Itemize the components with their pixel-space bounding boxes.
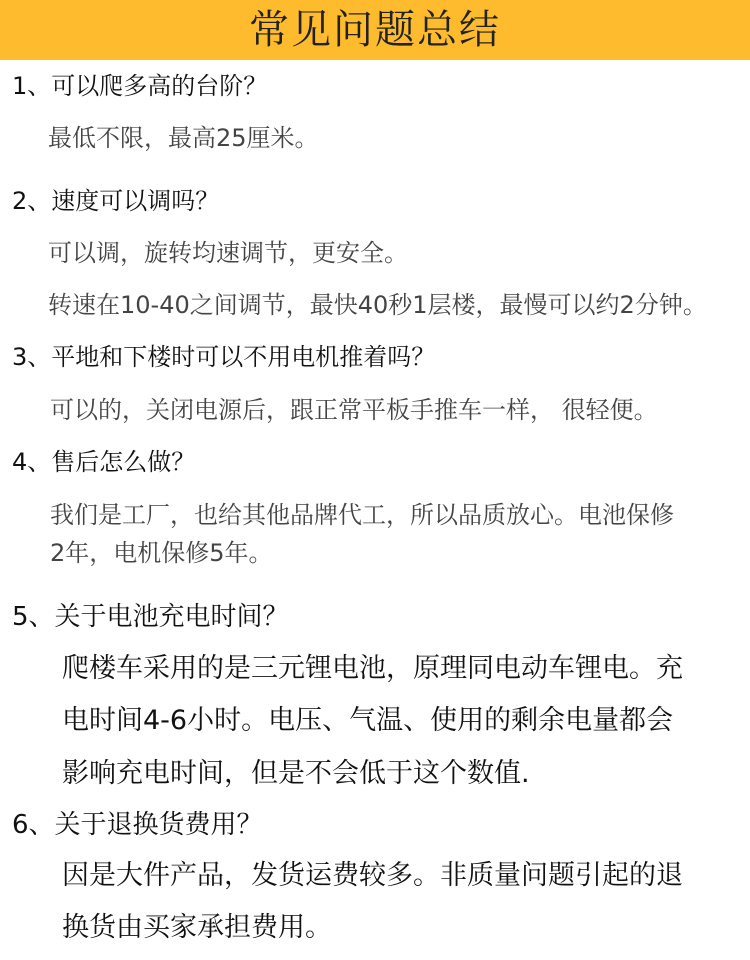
faq-question-5: 5、关于电池充电时间？ <box>12 602 289 632</box>
page-title: 常见问题总结 <box>249 7 501 53</box>
faq-answer-2-line-2: 转速在10-40之间调节，最快40秒1层楼，最慢可以约2分钟。 <box>48 291 707 319</box>
faq-question-2: 2、速度可以调吗？ <box>12 187 220 215</box>
header-banner <box>0 0 750 60</box>
faq-answer-5-line-1: 爬楼车采用的是三元锂电池，原理同电动车锂电。充 <box>62 653 683 684</box>
faq-answer-4-line-2: 2年，电机保修5年。 <box>50 539 273 567</box>
faq-question-3: 3、平地和下楼时可以不用电机推着吗？ <box>12 343 436 371</box>
faq-answer-2-line-1: 可以调，旋转均速调节，更安全。 <box>48 239 408 267</box>
faq-answer-5-line-2: 电时间4-6小时。电压、气温、使用的剩余电量都会 <box>62 705 674 736</box>
faq-answer-4-line-1: 我们是工厂，也给其他品牌代工，所以品质放心。电池保修 <box>50 501 674 529</box>
faq-answer-6-line-2: 换货由买家承担费用。 <box>62 912 332 943</box>
faq-question-6: 6、关于退换货费用？ <box>12 810 263 840</box>
faq-answer-6-line-1: 因是大件产品，发货运费较多。非质量问题引起的退 <box>62 860 683 891</box>
faq-question-1: 1、可以爬多高的台阶？ <box>12 72 268 100</box>
faq-answer-5-line-3: 影响充电时间，但是不会低于这个数值. <box>62 758 530 789</box>
faq-answer-1-line-1: 最低不限，最高25厘米。 <box>48 124 319 152</box>
faq-answer-3-line-1: 可以的，关闭电源后，跟正常平板手推车一样， 很轻便。 <box>50 396 658 424</box>
faq-question-4: 4、售后怎么做？ <box>12 448 196 476</box>
